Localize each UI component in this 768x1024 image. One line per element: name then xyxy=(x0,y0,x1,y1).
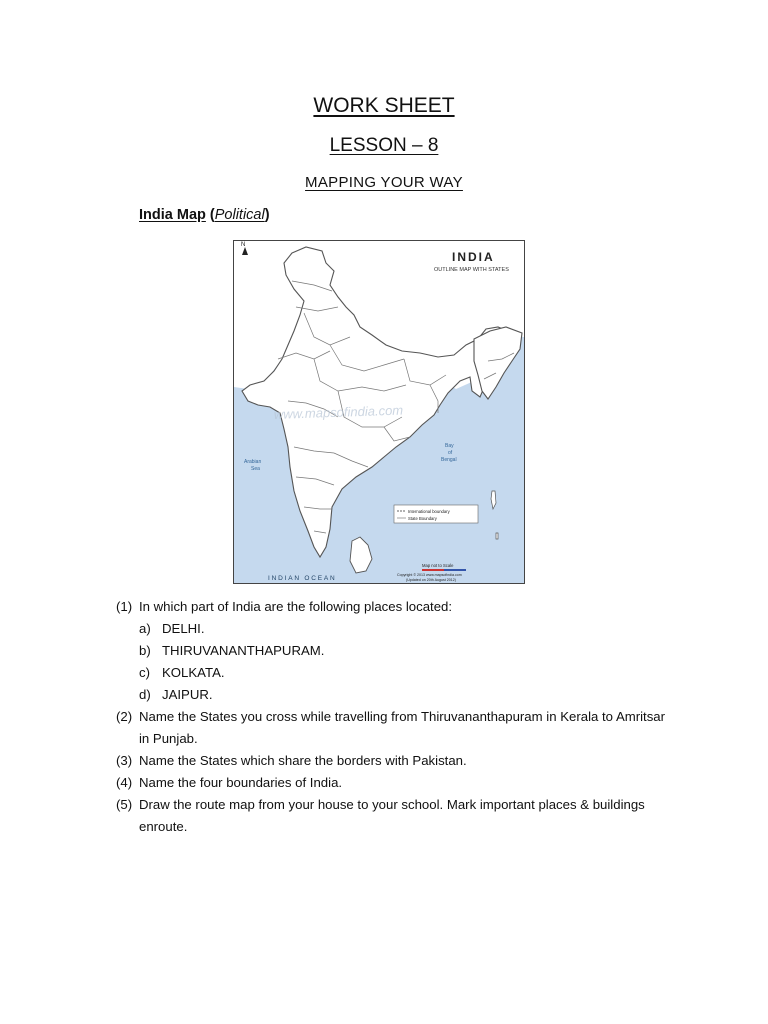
map-label-paren-open: ( xyxy=(209,207,215,223)
map-label-main: India Map xyxy=(139,207,206,223)
nicobar-islands xyxy=(496,533,498,539)
question-1 xyxy=(116,596,676,618)
legend-intl: International boundary xyxy=(408,509,450,514)
question-3 xyxy=(116,750,676,772)
question-text: Draw the route map from your house to your school. Mark important places & buildings enroute. xyxy=(139,797,645,834)
sub-item-letter: b) xyxy=(139,643,151,658)
scale-bar xyxy=(422,569,466,571)
question-5 xyxy=(116,794,676,838)
question-text: Name the States you cross while travelling from Thiruvananthapuram in Kerala to Amritsar in Punjab. xyxy=(139,709,666,746)
indian-ocean-label: INDIAN OCEAN xyxy=(268,575,337,582)
map-updated: (Updated on 20th August 2012) xyxy=(406,578,456,582)
bay-line1: Bay xyxy=(445,443,454,449)
question-1-sub-b xyxy=(116,640,676,662)
question-number: (2) xyxy=(116,709,133,724)
question-number: (1) xyxy=(116,599,133,614)
map-label-italic: Political xyxy=(214,207,265,223)
question-number: (4) xyxy=(116,775,133,790)
question-2 xyxy=(116,706,676,750)
question-text: In which part of India are the following places located: xyxy=(139,599,453,614)
question-number: (5) xyxy=(116,797,133,812)
arabian-sea-line2: Sea xyxy=(251,466,260,472)
question-1-sub-a xyxy=(116,618,676,640)
legend-state: State Boundary xyxy=(408,516,437,521)
india-outline-map xyxy=(233,240,525,584)
sub-item-letter: c) xyxy=(139,665,150,680)
map-label-paren-close: ) xyxy=(264,207,270,223)
question-1-sub-c xyxy=(116,662,676,684)
worksheet-title: WORK SHEET xyxy=(313,94,455,117)
map-copyright: Copyright © 2013 www.mapsofindia.com xyxy=(397,573,462,577)
sub-item-letter: d) xyxy=(139,687,151,702)
north-label: N xyxy=(241,242,246,248)
bay-line2: of xyxy=(448,450,453,456)
sub-item-letter: a) xyxy=(139,621,151,636)
lesson-topic: MAPPING YOUR WAY xyxy=(305,174,463,191)
sub-item-text: DELHI. xyxy=(162,621,205,636)
sub-item-text: THIRUVANANTHAPURAM. xyxy=(162,643,325,658)
lesson-heading: LESSON – 8 xyxy=(329,135,439,156)
sub-item-text: KOLKATA. xyxy=(162,665,225,680)
question-number: (3) xyxy=(116,753,133,768)
map-subtitle: OUTLINE MAP WITH STATES xyxy=(434,267,509,273)
map-watermark: www.mapsofindia.com xyxy=(273,402,404,422)
sub-item-text: JAIPUR. xyxy=(162,687,213,702)
question-4 xyxy=(116,772,676,794)
map-title: INDIA xyxy=(452,250,495,264)
question-text: Name the States which share the borders with Pakistan. xyxy=(139,753,467,768)
map-section-label xyxy=(139,207,270,223)
arabian-sea-line1: Arabian xyxy=(244,459,262,465)
question-1-sub-d xyxy=(116,684,676,706)
question-text: Name the four boundaries of India. xyxy=(139,775,343,790)
bay-line3: Bengal xyxy=(441,457,457,463)
map-scale-note: Map not to Scale xyxy=(422,563,454,568)
question-list xyxy=(116,596,676,838)
